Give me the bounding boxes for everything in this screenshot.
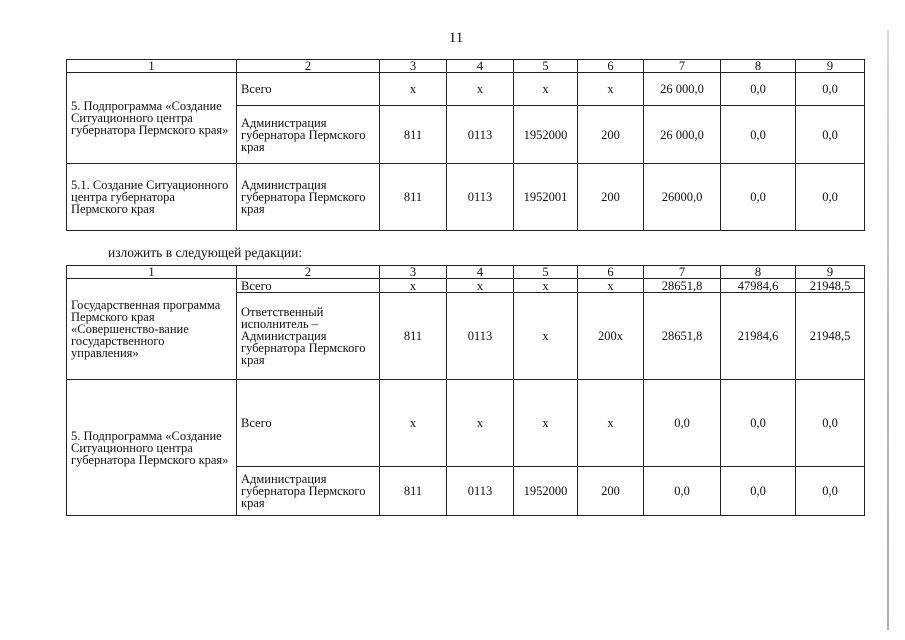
header-cell: 4 (447, 266, 514, 279)
data-cell: х (514, 380, 578, 467)
executor-cell: Администрация губернатора Пермского края (237, 164, 380, 231)
scan-edge-line (887, 30, 889, 630)
table-row (67, 380, 865, 467)
data-cell: 1952000 (514, 467, 578, 516)
data-cell: 0,0 (796, 164, 865, 231)
header-cell: 5 (514, 266, 578, 279)
data-cell: 0,0 (721, 380, 796, 467)
data-cell: 0,0 (721, 73, 796, 106)
data-cell: х (514, 279, 578, 293)
data-cell: 0,0 (721, 467, 796, 516)
data-cell: 28651,8 (644, 279, 721, 293)
data-cell: х (447, 73, 514, 106)
header-cell: 3 (380, 60, 447, 73)
table-row (67, 73, 865, 106)
header-cell: 3 (380, 266, 447, 279)
data-cell: х (447, 380, 514, 467)
data-cell: 1952001 (514, 164, 578, 231)
data-cell: 0,0 (644, 467, 721, 516)
header-cell: 6 (578, 60, 644, 73)
data-cell: 811 (380, 293, 447, 380)
program-name-cell: 5. Подпрограмма «Создание Ситуационного центра губернатора Пермского края» (67, 73, 237, 164)
data-cell: 200х (578, 293, 644, 380)
data-cell: 811 (380, 164, 447, 231)
data-cell: х (578, 73, 644, 106)
data-cell: х (578, 279, 644, 293)
header-cell: 8 (721, 60, 796, 73)
data-cell: 0,0 (796, 467, 865, 516)
data-cell: х (514, 73, 578, 106)
header-row (67, 60, 865, 73)
data-cell: 0,0 (796, 73, 865, 106)
header-cell: 9 (796, 60, 865, 73)
data-cell: х (380, 279, 447, 293)
header-cell: 4 (447, 60, 514, 73)
page-number: 11 (448, 30, 464, 46)
executor-cell: Всего (237, 279, 380, 293)
header-cell: 1 (67, 60, 237, 73)
data-cell: 0113 (447, 293, 514, 380)
table-row (67, 164, 865, 231)
header-cell: 2 (237, 60, 380, 73)
data-cell: х (447, 279, 514, 293)
data-cell: 21984,6 (721, 293, 796, 380)
data-cell: 21948,5 (796, 279, 865, 293)
program-name-cell: 5.1. Создание Ситуационного центра губернатора Пермского края (67, 164, 237, 231)
intro-text: изложить в следующей редакции: (108, 245, 303, 260)
budget-table-new (66, 265, 865, 516)
data-cell: 0,0 (644, 380, 721, 467)
data-cell: 0,0 (796, 106, 865, 164)
executor-cell: Всего (237, 73, 380, 106)
data-cell: 26 000,0 (644, 106, 721, 164)
data-cell: х (578, 380, 644, 467)
data-cell: 200 (578, 164, 644, 231)
data-cell: х (380, 73, 447, 106)
data-cell: 200 (578, 467, 644, 516)
data-cell: 28651,8 (644, 293, 721, 380)
data-cell: 0113 (447, 106, 514, 164)
executor-cell: Ответственный исполнитель – Администрация губернатора Пермского края (237, 293, 380, 380)
data-cell: 26 000,0 (644, 73, 721, 106)
header-cell: 6 (578, 266, 644, 279)
data-cell: 0113 (447, 467, 514, 516)
program-name-cell: Государственная программа Пермского края «Совершенство-вание государственного управления» (67, 279, 237, 380)
data-cell: 21948,5 (796, 293, 865, 380)
data-cell: 0,0 (721, 164, 796, 231)
header-cell: 9 (796, 266, 865, 279)
header-cell: 5 (514, 60, 578, 73)
table-row (67, 279, 865, 293)
data-cell: х (514, 293, 578, 380)
budget-table-old (66, 59, 865, 231)
executor-cell: Администрация губернатора Пермского края (237, 467, 380, 516)
executor-cell: Администрация губернатора Пермского края (237, 106, 380, 164)
data-cell: 0,0 (796, 380, 865, 467)
data-cell: 47984,6 (721, 279, 796, 293)
header-cell: 8 (721, 266, 796, 279)
header-cell: 7 (644, 60, 721, 73)
data-cell: 811 (380, 106, 447, 164)
executor-cell: Всего (237, 380, 380, 467)
program-name-cell: 5. Подпрограмма «Создание Ситуационного центра губернатора Пермского края» (67, 380, 237, 516)
data-cell: х (380, 380, 447, 467)
data-cell: 26000,0 (644, 164, 721, 231)
data-cell: 0113 (447, 164, 514, 231)
header-cell: 1 (67, 266, 237, 279)
data-cell: 0,0 (721, 106, 796, 164)
header-row (67, 266, 865, 279)
data-cell: 811 (380, 467, 447, 516)
header-cell: 7 (644, 266, 721, 279)
header-cell: 2 (237, 266, 380, 279)
data-cell: 1952000 (514, 106, 578, 164)
data-cell: 200 (578, 106, 644, 164)
